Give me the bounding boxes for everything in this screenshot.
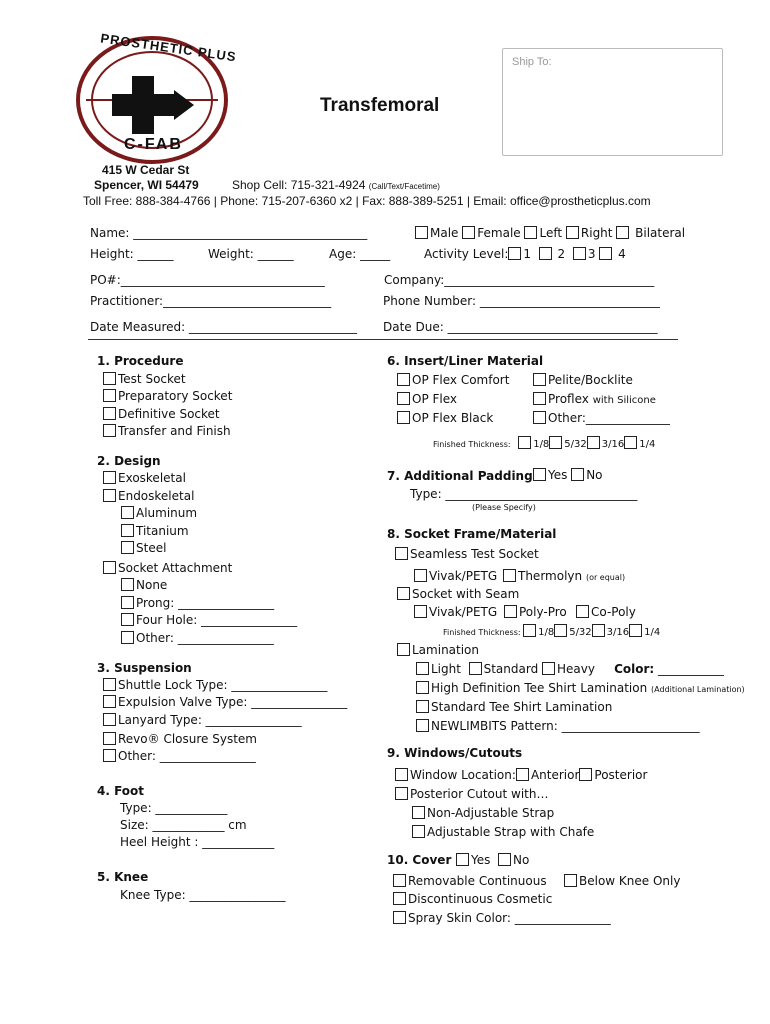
option-label: Socket with Seam: [412, 587, 520, 601]
thickness-label: Finished Thickness:: [443, 628, 521, 637]
thickness-option: 5/32: [569, 627, 592, 638]
option-label: Below Knee Only: [579, 874, 681, 888]
option-label: High Definition Tee Shirt Lamination: [431, 681, 648, 695]
op-flex-black-option[interactable]: [397, 411, 493, 425]
design-heading: 2. Design: [97, 454, 161, 468]
shuttle-lock-option[interactable]: [103, 678, 327, 692]
removable-continuous-option[interactable]: [393, 874, 547, 888]
option-label: Exoskeletal: [118, 471, 186, 485]
discontinuous-cosmetic-option[interactable]: [393, 892, 552, 906]
foot-heading: 4. Foot: [97, 784, 145, 798]
checkbox[interactable]: [416, 681, 429, 694]
activity-3-checkbox[interactable]: [573, 247, 586, 260]
test-socket-option[interactable]: [103, 372, 186, 386]
padding-type-field[interactable]: Type: ________________________________: [410, 487, 638, 501]
color-label: Color:: [614, 662, 655, 676]
option-label: NEWLIMBITS Pattern: _______________________: [431, 719, 700, 733]
weight-field[interactable]: Weight: ______: [208, 247, 294, 261]
bilateral-label: Bilateral: [635, 226, 686, 240]
vivak-petg-option[interactable]: [414, 569, 497, 583]
please-specify-note: (Please Specify): [472, 503, 536, 512]
thickness-5-32-checkbox[interactable]: [554, 624, 567, 637]
checkbox[interactable]: [412, 825, 425, 838]
option-label: Socket Attachment: [118, 561, 233, 575]
checkbox[interactable]: [121, 631, 134, 644]
shop-cell-number: Shop Cell: 715-321-4924: [232, 178, 366, 192]
activity-label: Activity Level:: [424, 247, 509, 261]
option-label: Expulsion Valve Type: ________________: [118, 695, 348, 709]
thickness-option: 5/32: [564, 439, 587, 450]
heavy-label: Heavy: [557, 662, 595, 676]
standard-label: Standard: [483, 662, 539, 676]
checkbox[interactable]: [103, 678, 116, 691]
checkbox[interactable]: [121, 578, 134, 591]
checkbox[interactable]: [121, 596, 134, 609]
option-label: Preparatory Socket: [118, 389, 233, 403]
shop-cell-note: (Call/Text/Facetime): [368, 182, 440, 191]
expulsion-valve-option[interactable]: [103, 695, 347, 709]
pelite-option[interactable]: [533, 373, 633, 387]
activity-2-checkbox[interactable]: [539, 247, 552, 260]
suspension-other-option[interactable]: [103, 749, 256, 763]
option-label: None: [136, 578, 168, 592]
checkbox[interactable]: [121, 506, 134, 519]
standard-checkbox[interactable]: [469, 662, 482, 675]
option-label: Lanyard Type: ________________: [118, 713, 302, 727]
heel-height-field[interactable]: Heel Height : ____________: [120, 835, 275, 849]
option-label: Prong: ________________: [136, 596, 275, 610]
newlimbits-option[interactable]: [416, 719, 700, 733]
foot-size-field[interactable]: Size: ____________ cm: [120, 818, 247, 832]
checkbox[interactable]: [412, 806, 425, 819]
padding-yes-checkbox[interactable]: [533, 468, 546, 481]
option-label: Pelite/Bocklite: [548, 373, 633, 387]
attachment-other-option[interactable]: [121, 631, 274, 645]
cover-yes-no: [456, 853, 529, 867]
foot-type-field[interactable]: Type: ____________: [120, 801, 228, 815]
procedure-heading: 1. Procedure: [97, 354, 184, 368]
page-title: Transfemoral: [320, 95, 440, 116]
ship-to-label: Ship To:: [512, 56, 552, 68]
checkbox[interactable]: [533, 411, 546, 424]
checkbox[interactable]: [576, 605, 589, 618]
checkbox[interactable]: [103, 695, 116, 708]
posterior-cutout-option[interactable]: [395, 787, 548, 801]
checkbox[interactable]: [397, 392, 410, 405]
thickness-1-4-checkbox[interactable]: [629, 624, 642, 637]
option-label: Other: ________________: [136, 631, 274, 645]
thickness-option: 1/4: [639, 439, 656, 450]
option-label: Removable Continuous: [408, 874, 547, 888]
thickness-1-4-checkbox[interactable]: [624, 436, 637, 449]
socket-frame-heading: 8. Socket Frame/Material: [387, 527, 557, 541]
option-label: Standard Tee Shirt Lamination: [431, 700, 613, 714]
liner-other-option[interactable]: [533, 411, 670, 425]
no-label: No: [586, 468, 603, 482]
liner-heading: 6. Insert/Liner Material: [387, 354, 544, 368]
checkbox[interactable]: [393, 874, 406, 887]
checkbox[interactable]: [397, 643, 410, 656]
activity-4-checkbox[interactable]: [599, 247, 612, 260]
thickness-option: 3/16: [601, 439, 625, 450]
none-option[interactable]: [121, 578, 167, 592]
light-label: Light: [431, 662, 461, 676]
spray-skin-option[interactable]: [393, 911, 611, 925]
option-label: Window Location:: [410, 768, 516, 782]
thickness-option: 3/16: [606, 627, 630, 638]
checkbox[interactable]: [121, 524, 134, 537]
option-label: Other:______________: [548, 411, 670, 425]
posterior-label: Posterior: [594, 768, 648, 782]
female-checkbox[interactable]: [462, 226, 475, 239]
windows-heading: 9. Windows/Cutouts: [387, 746, 523, 760]
poly-pro-option[interactable]: [504, 605, 567, 619]
option-label: Spray Skin Color: ________________: [408, 911, 611, 925]
checkbox[interactable]: [564, 874, 577, 887]
practitioner-field[interactable]: Practitioner:____________________________: [90, 294, 332, 308]
window-location-option[interactable]: [395, 768, 647, 782]
checkbox[interactable]: [397, 587, 410, 600]
option-label: Vivak/PETG: [429, 569, 498, 583]
po-field[interactable]: PO#:__________________________________: [90, 273, 325, 287]
logo-top-text: PROSTHETIC PLUS: [99, 30, 238, 65]
titanium-option[interactable]: [121, 524, 189, 538]
activity-1-label: 1: [523, 247, 532, 261]
lamination-option[interactable]: [397, 643, 479, 657]
option-label: Seamless Test Socket: [410, 547, 539, 561]
logo-bottom-text: C-FAB: [124, 136, 183, 153]
aluminum-option[interactable]: [121, 506, 197, 520]
option-label: Posterior Cutout with…: [410, 787, 549, 801]
cover-heading: 10. Cover: [387, 853, 452, 867]
female-label: Female: [477, 226, 521, 240]
thickness-5-32-checkbox[interactable]: [549, 436, 562, 449]
prong-option[interactable]: [121, 596, 274, 610]
thermolyn-option[interactable]: [503, 569, 625, 583]
non-adjustable-strap-option[interactable]: [412, 806, 554, 820]
option-label: Revo® Closure System: [118, 732, 257, 746]
option-label: Co-Poly: [591, 605, 636, 619]
checkbox[interactable]: [103, 389, 116, 402]
seamless-test-socket-option[interactable]: [395, 547, 539, 561]
lamination-weight-row: [416, 662, 724, 676]
vivak-petg-seam-option[interactable]: [414, 605, 497, 619]
option-label: OP Flex Black: [412, 411, 494, 425]
checkbox[interactable]: [121, 613, 134, 626]
option-label: Non-Adjustable Strap: [427, 806, 555, 820]
revo-option[interactable]: [103, 732, 257, 746]
checkbox[interactable]: [416, 700, 429, 713]
knee-type-field[interactable]: Knee Type: ________________: [120, 888, 286, 902]
option-label: Discontinuous Cosmetic: [408, 892, 553, 906]
op-flex-option[interactable]: [397, 392, 457, 406]
option-note: (Additional Lamination): [651, 685, 745, 694]
checkbox[interactable]: [533, 392, 546, 405]
activity-level-row: [424, 247, 626, 261]
definitive-socket-option[interactable]: [103, 407, 220, 421]
option-label: Four Hole: ________________: [136, 613, 298, 627]
thickness-1-8-checkbox[interactable]: [523, 624, 536, 637]
heavy-checkbox[interactable]: [542, 662, 555, 675]
checkbox[interactable]: [103, 749, 116, 762]
color-field[interactable]: ___________: [658, 662, 725, 676]
left-checkbox[interactable]: [524, 226, 537, 239]
checkbox[interactable]: [393, 892, 406, 905]
company-field[interactable]: Company:___________________________________: [384, 273, 655, 287]
checkbox[interactable]: [103, 471, 116, 484]
name-field[interactable]: Name: _______________________________________: [90, 226, 368, 240]
checkbox[interactable]: [103, 561, 116, 574]
padding-heading: 7. Additional Padding: [387, 469, 533, 483]
header-divider: [88, 339, 678, 340]
checkbox[interactable]: [121, 541, 134, 554]
thickness-option: 1/4: [644, 627, 661, 638]
date-measured-field[interactable]: Date Measured: ____________________________: [90, 320, 357, 334]
checkbox[interactable]: [103, 489, 116, 502]
checkbox[interactable]: [103, 407, 116, 420]
male-label: Male: [430, 226, 459, 240]
checkbox[interactable]: [397, 411, 410, 424]
right-checkbox[interactable]: [566, 226, 579, 239]
cover-yes-checkbox[interactable]: [456, 853, 469, 866]
knee-heading: 5. Knee: [97, 870, 149, 884]
checkbox[interactable]: [395, 768, 408, 781]
option-label: Transfer and Finish: [118, 424, 231, 438]
option-label: Shuttle Lock Type: ________________: [118, 678, 328, 692]
address-city: Spencer, WI 54479: [94, 178, 199, 192]
option-note: with Silicone: [592, 395, 656, 406]
age-field[interactable]: Age: _____: [329, 247, 391, 261]
height-field[interactable]: Height: ______: [90, 247, 174, 261]
padding-no-checkbox[interactable]: [571, 468, 584, 481]
option-label: OP Flex Comfort: [412, 373, 510, 387]
preparatory-socket-option[interactable]: [103, 389, 232, 403]
padding-yes-no: [533, 468, 603, 482]
adjustable-strap-option[interactable]: [412, 825, 594, 839]
checkbox[interactable]: [416, 719, 429, 732]
option-note: (or equal): [585, 573, 626, 582]
checkbox[interactable]: [414, 605, 427, 618]
cover-no-checkbox[interactable]: [498, 853, 511, 866]
activity-1-checkbox[interactable]: [508, 247, 521, 260]
option-label: Test Socket: [118, 372, 186, 386]
activity-4-label: 4: [618, 247, 626, 261]
option-label: Proflex: [548, 392, 589, 406]
thickness-option: 1/8: [538, 627, 555, 638]
option-label: Definitive Socket: [118, 407, 220, 421]
checkbox[interactable]: [103, 372, 116, 385]
option-label: Thermolyn: [518, 569, 583, 583]
liner-thickness-row: [433, 436, 655, 450]
suspension-heading: 3. Suspension: [97, 661, 192, 675]
option-label: Titanium: [136, 524, 189, 538]
hd-tee-option[interactable]: [416, 681, 745, 695]
address-street: 415 W Cedar St: [102, 163, 190, 177]
exoskeletal-option[interactable]: [103, 471, 186, 485]
yes-label: Yes: [548, 468, 568, 482]
shop-cell: [232, 178, 440, 192]
option-label: Other: ________________: [118, 749, 256, 763]
endoskeletal-option[interactable]: [103, 489, 194, 503]
left-label: Left: [539, 226, 563, 240]
proflex-option[interactable]: [533, 392, 656, 406]
checkbox[interactable]: [397, 373, 410, 386]
checkbox[interactable]: [395, 787, 408, 800]
checkbox[interactable]: [103, 732, 116, 745]
co-poly-option[interactable]: [576, 605, 636, 619]
anterior-checkbox[interactable]: [516, 768, 529, 781]
socket-attachment-option[interactable]: [103, 561, 232, 575]
option-label: Aluminum: [136, 506, 198, 520]
light-checkbox[interactable]: [416, 662, 429, 675]
standard-tee-option[interactable]: [416, 700, 612, 714]
option-label: Endoskeletal: [118, 489, 195, 503]
option-label: OP Flex: [412, 392, 458, 406]
checkbox[interactable]: [103, 713, 116, 726]
male-checkbox[interactable]: [415, 226, 428, 239]
checkbox[interactable]: [533, 373, 546, 386]
phone-number-field[interactable]: Phone Number: ______________________________: [383, 294, 660, 308]
anterior-label: Anterior: [530, 768, 580, 782]
thickness-3-16-checkbox[interactable]: [587, 436, 600, 449]
activity-2-label: 2: [557, 247, 566, 261]
transfer-finish-option[interactable]: [103, 424, 231, 438]
option-label: Steel: [136, 541, 167, 555]
thickness-label: Finished Thickness:: [433, 440, 511, 449]
date-due-field[interactable]: Date Due: ___________________________________: [383, 320, 658, 334]
option-label: Adjustable Strap with Chafe: [427, 825, 595, 839]
frame-thickness-row: [443, 624, 660, 638]
lanyard-option[interactable]: [103, 713, 302, 727]
bilateral-checkbox[interactable]: [616, 226, 629, 239]
yes-label: Yes: [471, 853, 491, 867]
gender-side-row: [415, 226, 685, 240]
thickness-1-8-checkbox[interactable]: [518, 436, 531, 449]
option-label: Poly-Pro: [519, 605, 567, 619]
posterior-checkbox[interactable]: [579, 768, 592, 781]
ship-to-box[interactable]: [502, 48, 723, 156]
checkbox[interactable]: [504, 605, 517, 618]
checkbox[interactable]: [414, 569, 427, 582]
option-label: Vivak/PETG: [429, 605, 498, 619]
op-flex-comfort-option[interactable]: [397, 373, 509, 387]
checkbox[interactable]: [503, 569, 516, 582]
option-label: Lamination: [412, 643, 480, 657]
below-knee-only-option[interactable]: [564, 874, 680, 888]
thickness-option: 1/8: [533, 439, 550, 450]
steel-option[interactable]: [121, 541, 166, 555]
thickness-3-16-checkbox[interactable]: [592, 624, 605, 637]
activity-3-label: 3: [587, 247, 596, 261]
checkbox[interactable]: [103, 424, 116, 437]
checkbox[interactable]: [393, 911, 406, 924]
socket-with-seam-option[interactable]: [397, 587, 519, 601]
right-label: Right: [580, 226, 613, 240]
checkbox[interactable]: [395, 547, 408, 560]
no-label: No: [513, 853, 530, 867]
contact-line: Toll Free: 888-384-4766 | Phone: 715-207-6360 x2 | Fax: 888-389-5251 | Email: office@prostheticplus.com: [83, 194, 651, 208]
four-hole-option[interactable]: [121, 613, 297, 627]
